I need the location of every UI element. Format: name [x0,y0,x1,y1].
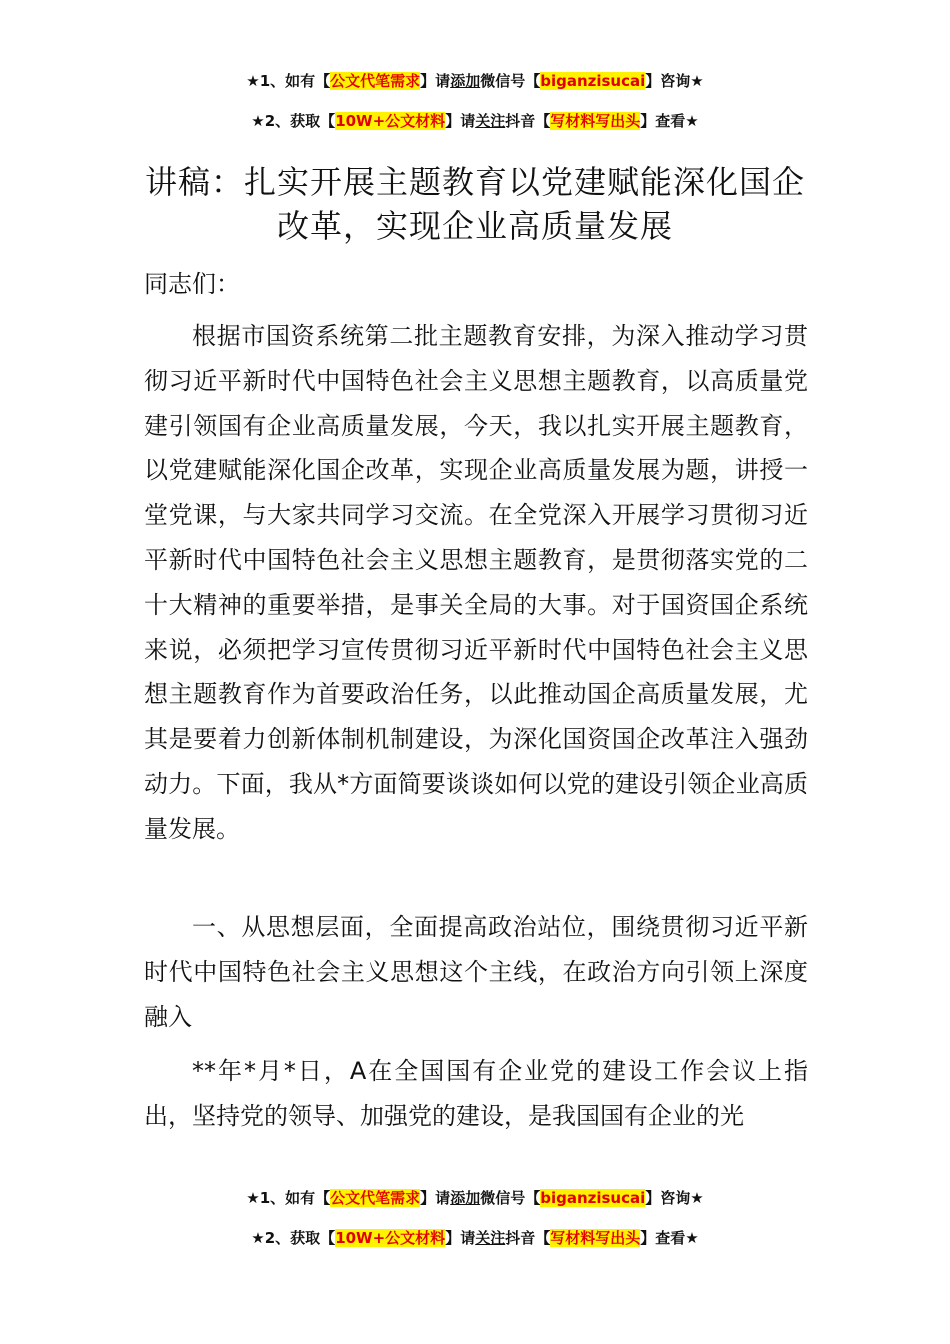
section-heading-1: 一、从思想层面，全面提高政治站位，围绕贯彻习近平新时代中国特色社会主义思想这个主线，在政治方向引领上深度融入 [144,913,808,1031]
footer-promo-line-2: ★2、获取【10W+公文材料】请关注抖音【写材料写出头】查看★ [251,1229,699,1247]
highlight-materials: 10W+公文材料 [335,112,446,130]
highlight-materials: 10W+公文材料 [335,1229,446,1247]
highlight-douyin-id: 写材料写出头 [550,1229,641,1247]
highlight-wechat-id: biganzisucai [540,72,646,90]
header-promo-line-1: ★1、如有【公文代笔需求】请添加微信号【biganzisucai】咨询★ [246,72,704,90]
highlight-service: 公文代笔需求 [330,72,421,90]
paragraph-2: **年*月*日，A在全国国有企业党的建设工作会议上指出，坚持党的领导、加强党的建设，是我国国有企业的光 [144,1057,808,1130]
salutation: 同志们： [144,270,240,298]
paragraph-intro: 根据市国资系统第二批主题教育安排，为深入推动学习贯彻习近平新时代中国特色社会主义思想主题教育，以高质量党建引领国有企业高质量发展，今天，我以扎实开展主题教育，以党建赋能深化国企改革，实现企业高质量发展为题，讲授一堂党课，与大家共同学习交流。在全党深入开展学习贯彻习近平新时代中国特色社会主义思想主题教育，是贯彻落实党的二十大精神的重要举措，是事关全局的大事。对于国资国企系统来说，必须把学习宣传贯彻习近平新时代中国特色社会主义思想主题教育作为首要政治任务，以此推动国企高质量发展，尤其是要着力创新体制机制建设，为深化国资国企改革注入强劲动力。下面，我从*方面简要谈谈如何以党的建设引领企业高质量发展。 [144,322,808,843]
footer-promo-line-1: ★1、如有【公文代笔需求】请添加微信号【biganzisucai】咨询★ [246,1189,704,1207]
document-title: 讲稿：扎实开展主题教育以党建赋能深化国企改革，实现企业高质量发展 [144,163,805,245]
highlight-service: 公文代笔需求 [330,1189,421,1207]
header-promo-line-2: ★2、获取【10W+公文材料】请关注抖音【写材料写出头】查看★ [251,112,699,130]
highlight-douyin-id: 写材料写出头 [550,112,641,130]
highlight-wechat-id: biganzisucai [540,1189,646,1207]
